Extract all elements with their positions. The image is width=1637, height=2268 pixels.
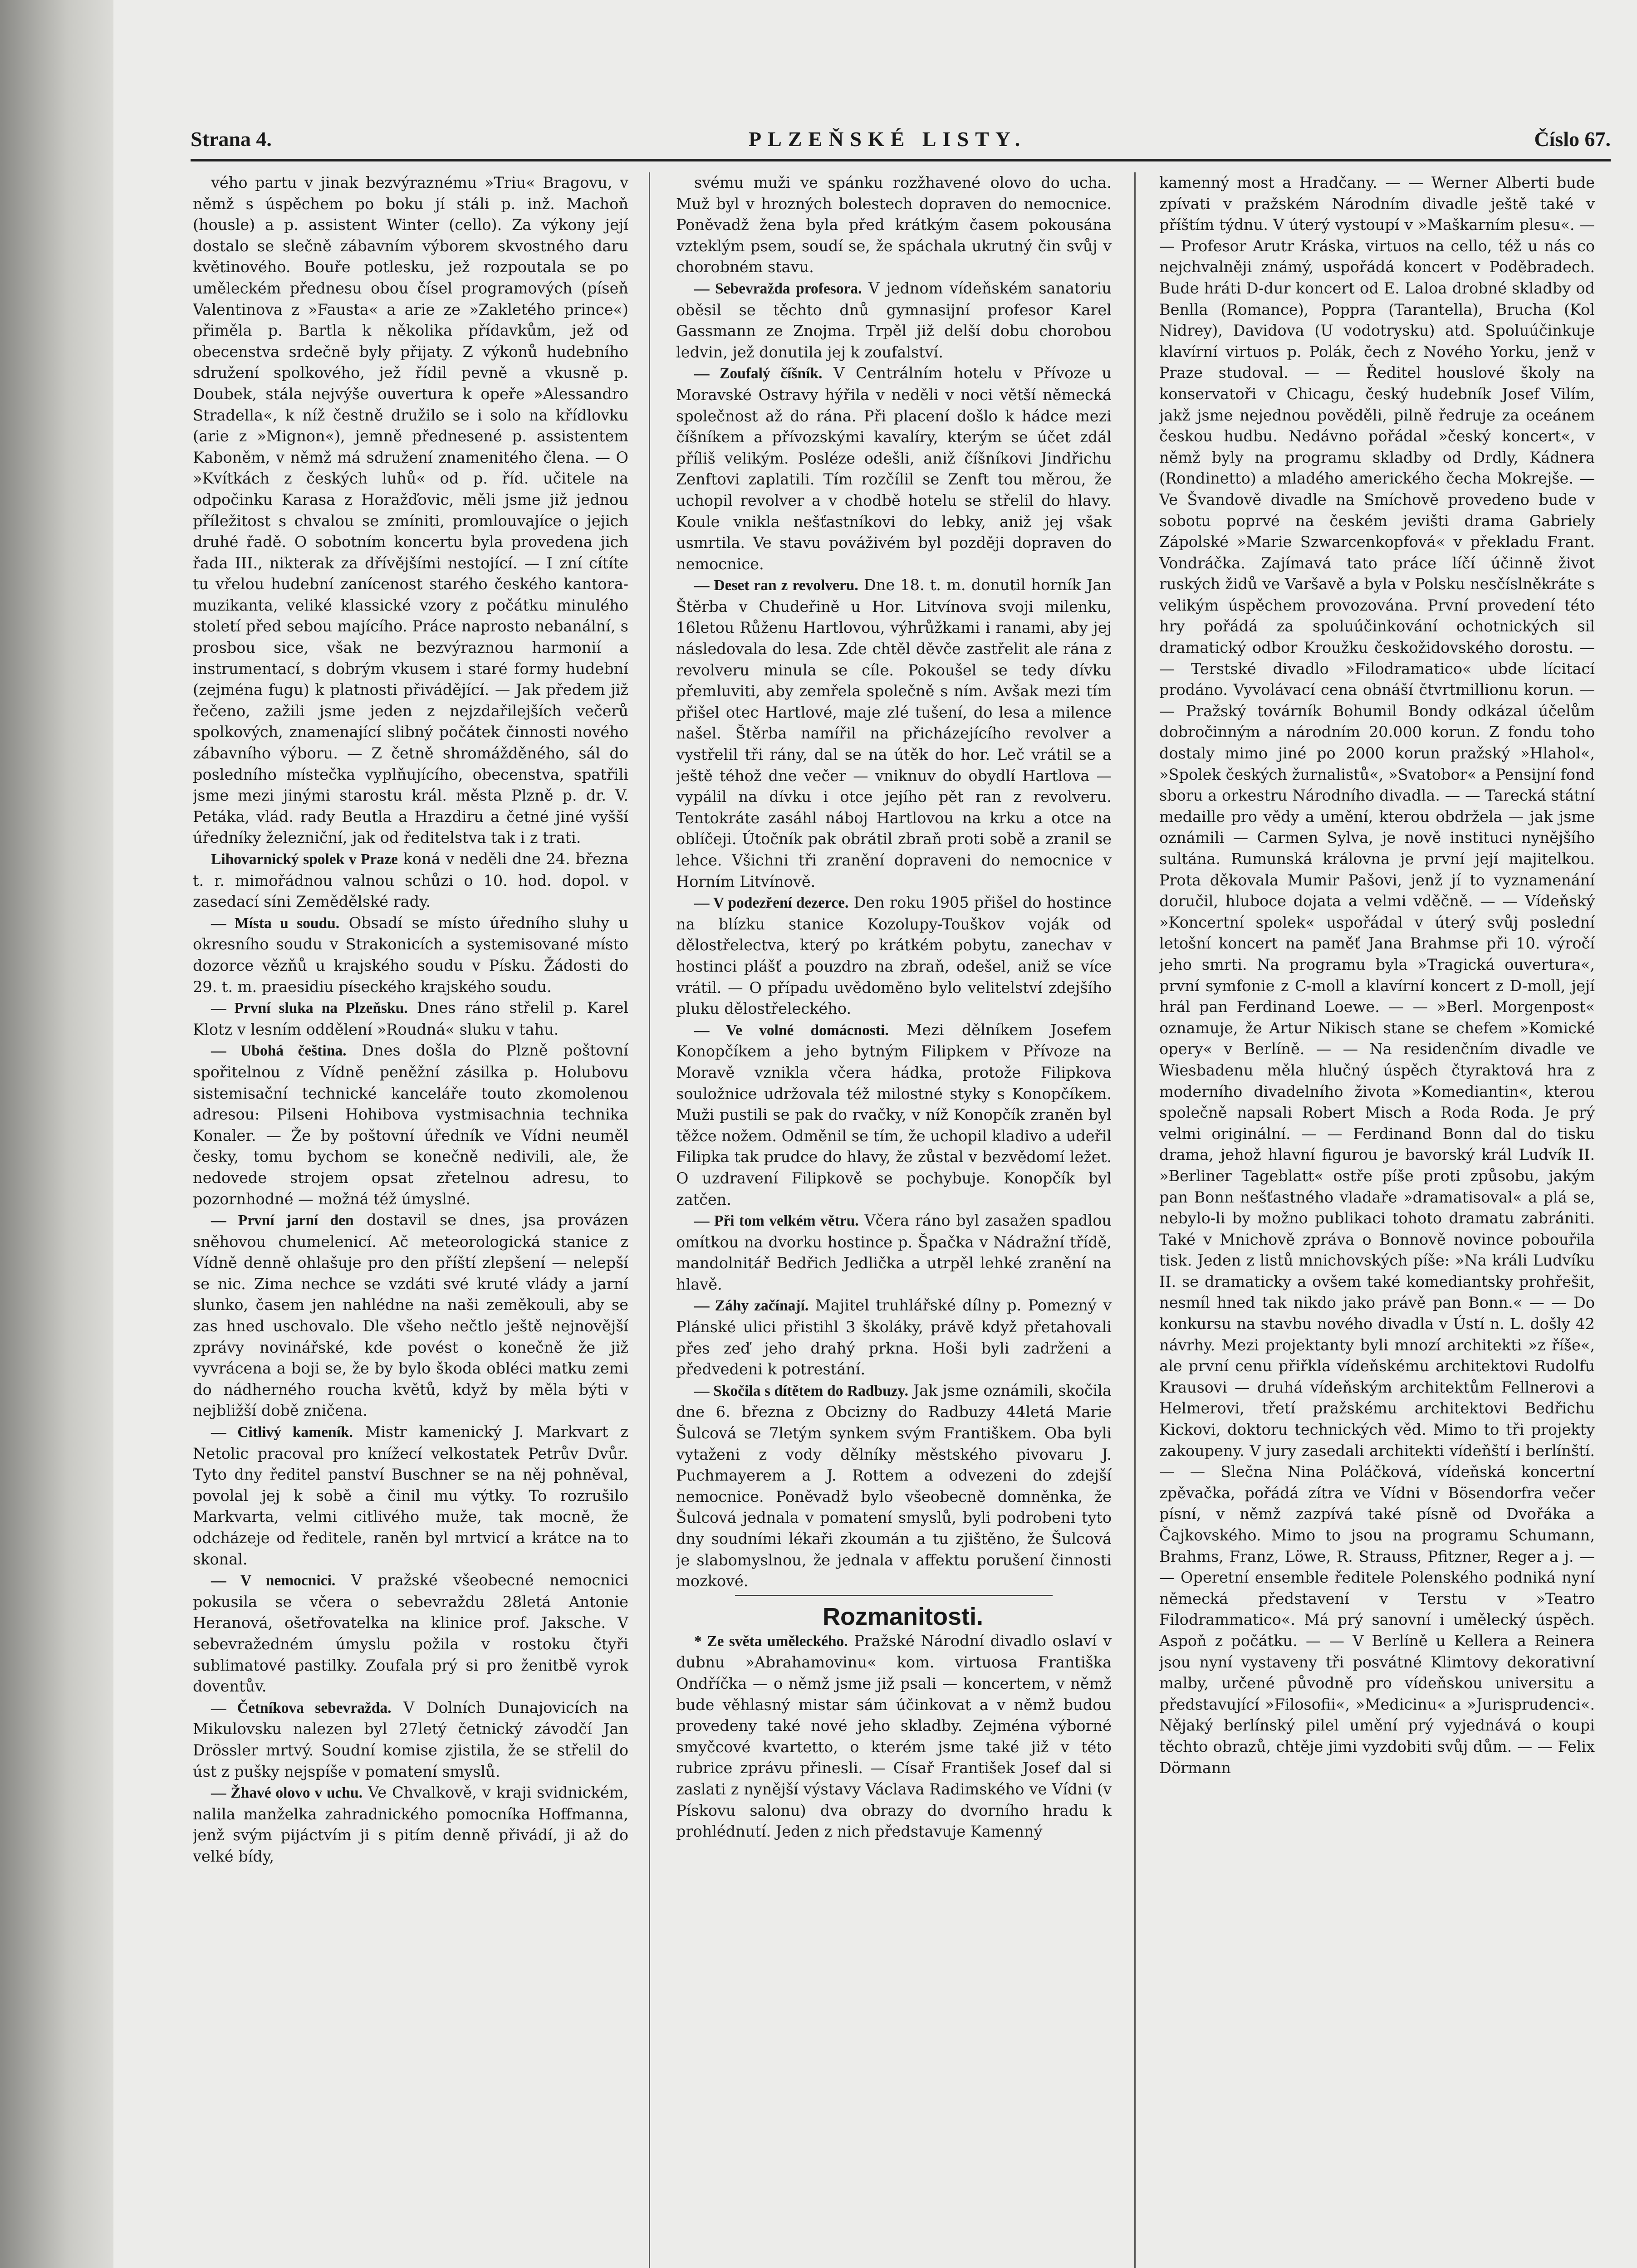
article (193, 1040, 628, 1210)
article (193, 1422, 628, 1570)
article-body: kamenný most a Hradčany. — — Werner Alberti bude zpívati v pražském Národním divadle ještě také v příštím týdnu. V úterý vystoupí v »Maškarním plesu«. — — Profesor Arutr Kráska, virtuos na cello, též u nás co nejchvalněji známý, uspořádá koncert v Poděbradech. Bude hráti D-dur koncert od E. Laloa drobné skladby od Benlla (Romance), Poppra (Tarantella), Brucha (Kol Nidrey), Davidova (U vodotrysku) atd. Spoluúčinkuje klavírní virtuos p. Polák, čech z Nového Yorku, jenž v Praze studoval. — — Ředitel houslové školy na konservatoři v Chicagu, český hudebník Josef Vilím, jakž jsme nejednou pověděli, pilně ředruje za oceánem českou hudbu. Nedávno pořádal »český koncert«, v němž byly na programu skladby od Drdly, Kádnera (Rondinetto) a mladého amerického čecha Mokrejše. — Ve Švandově divadle na Smíchově provedeno bude v sobotu poprvé na českém jevišti drama Gabriely Zápolské »Marie Szwarcenkopfová« v překladu Frant. Vondráčka. Zajímavá tato práce líčí účinně život ruských židů ve Varšavě a byla v Polsku nesčíslněkráte s velikým úspěchem provozována. První provedení této hry pořádá za spoluúčinkování ochotnických sil dramatický odbor Kroužku českožidovského dorostu. — — Terstské divadlo »Filodramatico« ubde lícitací prodáno. Vyvolávací cena obnáší čtvrtmillionu korun. — — Pražský továrník Bohumil Bondy odkázal účelům dobročinným a národním 20.000 korun. Z fondu toho dostaly mimo jiné po 2000 korun pražský »Hlahol«, »Spolek českých žurnalistů«, »Svatobor« a Pensijní fond sboru a orkestru Národního divadla. — — Tarecká státní medaille pro vědy a umění, kterou obdržela — jak jsme oznámili — Carmen Sylva, je nově instituci nynějšího sultána. Rumunská královna je první její majitelkou. Prota děkovala Mumir Pašovi, jenž jí to vyznamenání doručil, hluboce dojata a velmi vděčně. — — Vídeňský »Koncertní spolek« uspořádal v úterý svůj poslední letošní koncert na paměť Jana Brahmse při 10. výročí jeho smrti. Na programu byla »Tragická ouvertura«, první symfonie z C-moll a klavírní koncert z D-moll, její hrál pan Ferdinand Loewe. — — »Berl. Morgenpost« oznamuje, že Artur Nikisch stane se chefem »Komické opery« v Berlíně. — — Na residenčním divadle ve Wiesbadenu měla hlučný úspěch čtyraktová hra z moderního divadelního života »Komediantin«, kterou společně napsali Robert Misch a Roda Roda. Je prý velmi originální. — — Ferdinand Bonn dal do tisku drama, jehož hlavní figurou je bavorský král Ludvík II. »Berliner Tageblatt« ostře píše proti způsobu, jakým pan Bonn nešťastného vladaře »dramatisoval« a plá se, nebylo-li by možno publikaci tohoto dramatu zabrániti. Také v Mnichově zpráva o Bonnově novince pobouřila tisk. Jeden z listů mnichovských píše: »Na králi Ludvíku II. se dramaticky a ovšem také komediantsky prohřešit, nesmíl hned tak nikdo jako právě pan Bonn.« — — Do konkursu na stavbu nového divadla v Ústí n. L. došly 42 návrhy. Mezi projektanty byli mnozí architekti »z říše«, ale první cenu přiřkla vídeňskému architektovi Rudolfu Krausovi — druhá vídeňským architektům Fellnerovi a Helmerovi, třetí pražskému architektovi Bedřichu Kickovi, doktoru technických věd. Mimo to tři projekty zakoupeny. V jury zasedali architekti vídeňští i berlínští. — — Slečna Nina Poláčková, vídeňská koncertní zpěvačka, pořádá zítra ve Vídni v Bösendorfra večer písní, v němž zazpívá také písně od Dvořáka a Čajkovského. Mimo to jsou na programu Schumann, Brahms, Franz, Löwe, R. Strauss, Pfitzner, Reger a j. — — Operetní ensemble ředitele Polenského podniká nyní německá představení v Terstu v »Teatro Filodrammatico«. Má prý sanovní i umělecký úspěch. Aspoň z počátku. — — V Berlíně u Kellera a Reinera jsou nyní vystaveny tři posvátné Klimtovy dekorativní malby, určené původně pro vídeňskou universitu a představující »Filosofii«, »Medicinu« a »Jurisprudenci«. Nějaký berlínský pilel umění prý vyjednává o koupi těchto obrazů, chtěje jimi vyzdobiti svůj dům. — — Felix Dörmann (1159, 174, 1595, 1777)
article-text (676, 172, 1112, 278)
article-body: Dnes došla do Plzně poštovní spořitelnou z Vídně peněžní zásilka p. Holubovu sistemisační technické kanceláře touto zkomolenou adresou: Pilseni Hohibova vystmisachnia technika Konaler. — Že by poštovní úředník ve Vídni neuměl česky, tomu bychom se konečně nedivili, ale, že nedovede strojem opsat zřetelnou adresu, to pozornhodné — možná též úmyslné. (193, 1041, 628, 1208)
article (193, 1570, 628, 1697)
article-headline: — V podezření dezerce. (694, 894, 849, 912)
article (193, 997, 628, 1040)
column-divider-1 (649, 172, 650, 2268)
article-headline-text: Ze světa uměleckého. (707, 1633, 848, 1650)
article-body: V Dolních Dunajovicích na Mikulovsku nalezen byl 27letý četnický závodčí Jan Drössler mrtvý. Soudní komise zjistila, že se střelil do úst z pušky nejspíše v pomatení smyslů. (193, 1698, 628, 1780)
section-title: Rozmanitosti. (822, 1603, 983, 1630)
article-body: Včera ráno byl zasažen spadlou omítkou na dvorku hostince p. Špačka v Nádražní třídě, mandolnitář Bedřich Jedlička a utrpěl lehké zranění na hlavě. (676, 1212, 1112, 1293)
article-body: V Centrálním hotelu v Přívoze u Moravské Ostravy hýřila v neděli v noci větší německá společnost až do rána. Při placení došlo k hádce mezi číšníkem a přívozskými kavalíry, kterým se účet zdál příliš velikým. Posléze odešli, aniž číšníkovi Jindřichu Zenftovi zaplatili. Tím rozčílil se Zenft tou měrou, že uchopil revolver a v chodbě hotelu se střelil do hlavy. Koule vnikla nešťastníkovi do lebky, aniž jej však usmrtila. Ve stavu pováživém byl později dopraven do nemocnice. (676, 364, 1112, 573)
article (193, 1697, 628, 1782)
article (676, 892, 1112, 1020)
article-body: V pražské všeobecné nemocnici pokusila se včera o sebevraždu 28letá Antonie Heranová, ošetřovatelka na klinice prof. Jaksche. V sebevražedném úmyslu požila v rostoku čtyři sublimatové pastilky. Zoufala prý si pro ženitbě vyrok doventův. (193, 1571, 628, 1696)
article (193, 913, 628, 997)
article-headline: — Ubohá čeština. (211, 1042, 347, 1060)
article (676, 1631, 1112, 1843)
masthead-rule (191, 159, 1611, 161)
newspaper-title: PLZEŇSKÉ LISTY. (749, 127, 1027, 151)
masthead (191, 127, 1611, 159)
article-headline: — Citlivý kameník. (211, 1424, 353, 1441)
section-divider (735, 1595, 1053, 1596)
column-divider-2 (1134, 172, 1136, 2268)
article-headline: — Při tom velkém větru. (694, 1212, 859, 1230)
article-headline: — Sebevražda profesora. (694, 280, 862, 297)
article-headline: — Ve volné domácnosti. (694, 1022, 889, 1039)
article (193, 1782, 628, 1867)
article-headline: — Skočila s dítětem do Radbuzy. (694, 1382, 908, 1399)
article-body: vého partu v jinak bezvýraznému »Triu« Bragovu, v němž s úspěchem po boku jí stáli p. inž. Machoň (housle) a p. assistent Winter (cello). Za výkony její dostalo se slečně zábavním výborem skvostného daru květinového. Bouře potlesku, jež rozpoutala se po uměleckém přednesu obou čísel programových (píseň Valentinova z »Fausta« a arie ze »Zakletého prince«) přiměla p. Bartla k několika přídavkům, jež od obecenstva srdečně byly přijaty. Z výkonů hudebního sdružení spolkového, jež řídil pevně a vkusně p. Doubek, stála nejvýše ouvertura k opeře »Alessandro Stradella«, k níž čestně družilo se i solo na křídlovku (arie z »Mignon«), jemně přednesené p. assistentem Kaboněm, v němž má sdružení znamenitého člena. — O »Kvítkách z českých luhů« od p. říd. učitele na odpočinku Karasa z Horažďovic, měli jsme již jednou příležitost s chvalou se zmíniti, promlouvajíce o jejich druhé řadě. O sobotním koncertu byla provedena jich řada III., nikterak za dřívějšími nestojící. — I zní cítíte tu vřelou hudební zanícenost starého českého kantora-muzikanta, veliké klassické vzory z počátku minulého století před sebou majícího. Práce naprosto nebanální, s prosbou sice, však ne bezvýraznou harmonií a instrumentací, s dobrým vkusem i staré formy hudební (zejména fugu) k platnosti přivádějící. — Jak předem již řečeno, zažili jsme jeden z nejzdařilejších večerů spolkových, znamenající slibný počátek činnosti nového zábavního výboru. — Z četně shromážděného, sál do posledního místečka vyplňujícího, obecenstva, spatřili jsme mezi jinými starostu král. města Plzně p. dr. V. Petáka, vlád. rady Beutla a Hrazdiru a četné jiné vyšší úředníky železniční, jak od ředitelstva tak i z trati. (193, 174, 628, 847)
article-body: Dne 18. t. m. donutil horník Jan Štěrba v Chudeřině u Hor. Litvínova svoji milenku, 16letou Růženu Hartlovou, výhrůžkami i ranami, aby jej následovala do lesa. Zde chtěl děvče zastřelit ale rána z revolveru minula se cíle. Pokoušel se tedy dívku přemluviti, aby zemřela společně s ním. Avšak mezi tím přišel otec Hartlové, maje zlé tušení, do lesa a milence našel. Štěrba namířil na přicházejícího revolver a vystřelil tři rány, dal se na útěk do hor. Leč vrátil se a ještě téhož dne večer — vniknuv do obydlí Hartlova — vypálil na dívku i otce jejího pět ran z revolveru. Tentokráte zasáhl náboj Hartlovou na krku a otce na oblíčeji. Útočník pak obrátil zbraň proti sobě a zranil se lehce. Všichni tři zranění dopraveni do nemocnice v Horním Litvínově. (676, 576, 1112, 890)
article-body: Mezi dělníkem Josefem Konopčíkem a jeho bytným Filipkem v Přívoze na Moravě vznikla včera hádka, protože Filipkova souložnice udržovala též milostné styky s Konopčíkem. Muži pustili se pak do rvačky, v níž Konopčík zraněn byl těžce nožem. Odměnil se tím, že uchopil kladivo a udeřil Filipka tak prudce do hlavy, že zůstal v bezvědomí ležet. O uzdravení Filipkově se pochybuje. Konopčík byl zatčen. (676, 1021, 1112, 1208)
article-headline: — Četníkova sebevražda. (211, 1699, 392, 1716)
article-body: Obsadí se místo úředního sluhy u okresního soudu v Strakonicích a systemisované místo dozorce vězňů u krajského soudu v Písku. Žádosti do 29. t. m. praesidiu píseckého krajského soudu. (193, 914, 628, 996)
column-3 (1159, 172, 1595, 2268)
article-headline: Lihovarnický spolek v Praze (211, 851, 398, 868)
article (676, 575, 1112, 892)
article-text (193, 172, 628, 849)
article-body: Pražské Národní divadlo oslaví v dubnu »Abrahamovinu« kom. virtuosa Františka Ondříčka — o němž jsme již psali — koncertem, v němž bude věhlasný mistar sám účinkovat a v němž budou provedeny také nové jeho skladby. Zejména výborné smyčcové kvartetto, o kterém jsme také již v této rubrice zprávu přinesli. — Císař František Josef dal si zaslati z nynější výstavy Václava Radimského ve Vídni (v Pískovu salonu) dva obrazy do dvorního hradu k prohlédnutí. Jeden z nich představuje Kamenný (676, 1632, 1112, 1841)
article (676, 1295, 1112, 1380)
article-headline: — První sluka na Plzeňsku. (211, 1000, 408, 1017)
article-body: Dnes ráno střelil p. Karel Klotz v lesním oddělení »Roudná« sluku v tahu. (193, 999, 628, 1038)
article (676, 363, 1112, 575)
page-number: Strana 4. (191, 127, 272, 151)
article-headline: — Záhy začínají. (694, 1297, 809, 1315)
article-body: Majitel truhlářské dílny p. Pomezný v Plánské ulici přistihl 3 školáky, právě když přetahovali přes zeď jeho drahý prkna. Hoši byli zadrženi a předvedeni k potrestání. (676, 1296, 1112, 1378)
issue-number: Číslo 67. (1534, 127, 1611, 151)
article-body: Ve Chvalkově, v kraji svidnickém, nalila manželka zahradnického pomocníka Hoffmanna, jenž svým pijáctvím ji s pitím denně přivádí, ji až do velké bídy, (193, 1784, 628, 1865)
article-headline: — V nemocnici. (211, 1572, 336, 1589)
article-body: koná v neděli dne 24. března t. r. mimořádnou valnou schůzi o 10. hod. dopol. v zasedací síni Zemědělské rady. (193, 850, 628, 911)
article-body: svému muži ve spánku rozžhavené olovo do ucha. Muž byl v hrozných bolestech dopraven do nemocnice. Poněvadž žena byla před krátkým časem pokousána vzteklým psem, soudí se, že spáchala ukrutný čin svůj v chorobném stavu. (676, 174, 1112, 276)
column-2 (676, 172, 1112, 2268)
scan-gutter-shadow (0, 0, 113, 2268)
article (193, 849, 628, 913)
article (676, 1210, 1112, 1295)
article (676, 1020, 1112, 1210)
article (676, 278, 1112, 363)
article-body: Jak jsme oznámili, skočila dne 6. března z Obcizny do Radbuzy 44letá Marie Šulcová se 7letým synkem svým Františkem. Oba byli vytaženi z vody dělníky městského pivovaru J. Puchmayerem a J. Rottem a odvezeni do zdejší nemocnice. Poněvadž bylo všeobecně domněnka, že Šulcová jednala v pomatení smyslů, byli podrobeni tyto dny soudními lékaři zkoumán a tu zjištěno, že Šulcová je slabomyslnou, že jednala v affektu porušení činnosti mozkové. (676, 1381, 1112, 1590)
article-body: dostavil se dnes, jsa provázen sněhovou chumelenicí. Ač meteorologická stanice z Vídně denně ohlašuje pro den příští zlepšení — nelepší se nic. Zima nechce se vzdáti své kruté vlády a jarní slunko, časem jen nahlédne na naši zeměkouli, aby se zas hned uschovalo. Dle všeho nečtlo ještě nejnovější zprávy novinářské, kde povést o konečně že již vyvrácena a boji se, že by bylo škoda obléci matku zemi do nádherného roucha květů, když by měla býti v nejbližší době zničena. (193, 1211, 628, 1420)
article (676, 1380, 1112, 1592)
article-headline: — Žhavé olovo v uchu. (211, 1784, 363, 1802)
article-text (1159, 172, 1595, 1779)
article-headline: — První jarní den (211, 1212, 354, 1229)
article-headline: — Místa u soudu. (211, 914, 340, 932)
article-headline: — Zoufalý číšník. (694, 365, 823, 382)
article-body: Den roku 1905 přišel do hostince na blízku stanice Kozolupy-Touškov voják od dělostřelectva, který po krátkém pobytu, zanechav v hostinci plášť a pouzdro na zbraň, odešel, aniž se více vrátil. — O případu uvědoměno bylo velitelství zdejšího pluku dělostřeleckého. (676, 894, 1112, 1018)
article-headline: — Deset ran z revolveru. (694, 577, 858, 594)
article-headline: * Ze světa uměleckého. (694, 1633, 848, 1650)
article-body: V jednom vídeňském sanatoriu oběsil se těchto dnů gymnasijní profesor Karel Gassmann ze Znojma. Trpěl již delší dobu chorobou ledvin, jež donutila jej k zoufalství. (676, 279, 1112, 361)
article (193, 1210, 628, 1422)
column-1 (193, 172, 628, 2268)
article-body: Mistr kamenický J. Markvart z Netolic pracoval pro knížecí velkostatek Petrův Dvůr. Tyto dny ředitel panství Buschner se na něj pohněval, povolal jej k sobě a činil mu výtky. To rozrušilo Markvarta, velmi citlivého muže, tak mocně, že odcházeje od ředitele, raněn byl mrtvicí a krátce na to skonal. (193, 1423, 628, 1568)
